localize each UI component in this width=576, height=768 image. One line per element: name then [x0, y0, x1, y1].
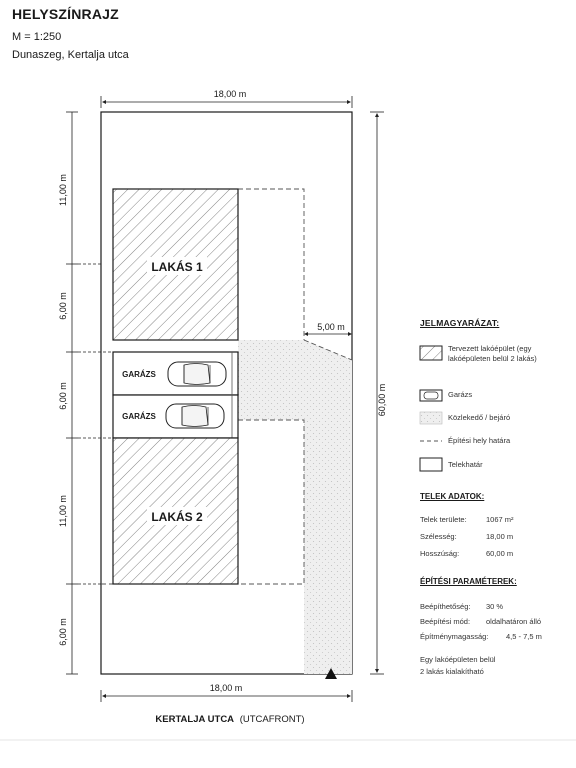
unit-1-label: LAKÁS 1 — [151, 260, 203, 274]
car-icon — [168, 362, 226, 386]
legend-item-driveway: Közlekedő / bejáró — [448, 413, 511, 422]
plot-area-value: 1067 m² — [486, 515, 514, 524]
legend-item-garage: Garázs — [448, 390, 473, 399]
plot-boundary-icon — [420, 458, 442, 471]
garage-2-label: GARÁZS — [122, 412, 156, 421]
hatched-building-icon — [420, 346, 442, 360]
dotted-area-icon — [420, 412, 442, 424]
build-note-line-1: Egy lakóépületen belül — [420, 655, 496, 664]
dimension-top-label: 18,00 m — [213, 89, 247, 99]
dimension-left-label-2: 6,00 m — [58, 292, 68, 320]
car-legend-icon — [420, 390, 442, 401]
street-name: KERTALJA UTCA — [155, 714, 235, 725]
plot-length-value: 60,00 m — [486, 549, 514, 558]
dimension-setback-label: 5,00 m — [317, 322, 345, 332]
dimension-bottom-label: 18,00 m — [209, 683, 243, 693]
building-height-label: Építménymagasság: — [420, 632, 489, 641]
plot-width-row — [420, 532, 513, 541]
dimension-right-label: 60,00 m — [377, 383, 387, 417]
buildability-row — [420, 602, 503, 611]
build-params-title: ÉPÍTÉSI PARAMÉTEREK: — [420, 577, 517, 586]
building-height-value: 4,5 - 7,5 m — [506, 632, 542, 641]
build-mode-label: Beépítési mód: — [420, 617, 471, 626]
build-note-line-2: 2 lakás kialakítható — [420, 667, 484, 676]
plot-area-label: Telek területe: — [420, 515, 467, 524]
build-mode-row — [420, 617, 541, 626]
legend-item-envelope: Építési hely határa — [448, 436, 511, 445]
location-label: Dunaszeg, Kertalja utca — [12, 49, 129, 61]
street-label — [155, 714, 304, 725]
street-note: (UTCAFRONT) — [239, 714, 305, 725]
dimension-left-label-3: 6,00 m — [58, 382, 68, 410]
car-icon — [166, 404, 224, 428]
build-mode-value: oldalhatáron álló — [486, 617, 542, 626]
plot-area-row — [420, 515, 514, 524]
plot-width-value: 18,00 m — [486, 532, 514, 541]
plot-data-title: TELEK ADATOK: — [420, 492, 485, 501]
dimension-left-label-1: 11,00 m — [58, 174, 68, 206]
plot-width-label: Szélesség: — [420, 532, 457, 541]
dimension-left-label-4: 11,00 m — [58, 495, 68, 527]
plot-length-row — [420, 549, 513, 558]
legend-item-plot: Telekhatár — [448, 460, 483, 469]
plot-length-label: Hosszúság: — [420, 549, 460, 558]
scale-label: M = 1:250 — [12, 31, 62, 43]
legend-title: JELMAGYARÁZAT: — [420, 318, 500, 328]
buildability-label: Beépíthetőség: — [420, 602, 471, 611]
building-height-row — [420, 632, 542, 641]
legend-item-building: Tervezett lakóépület (egy lakóépületen belül 2 lakás) — [448, 344, 537, 363]
buildability-value: 30 % — [486, 602, 504, 611]
garage-1-label: GARÁZS — [122, 370, 156, 379]
unit-2-label: LAKÁS 2 — [151, 510, 203, 524]
page-title: HELYSZÍNRAJZ — [12, 6, 119, 22]
dimension-left-label-5: 6,00 m — [58, 618, 68, 646]
